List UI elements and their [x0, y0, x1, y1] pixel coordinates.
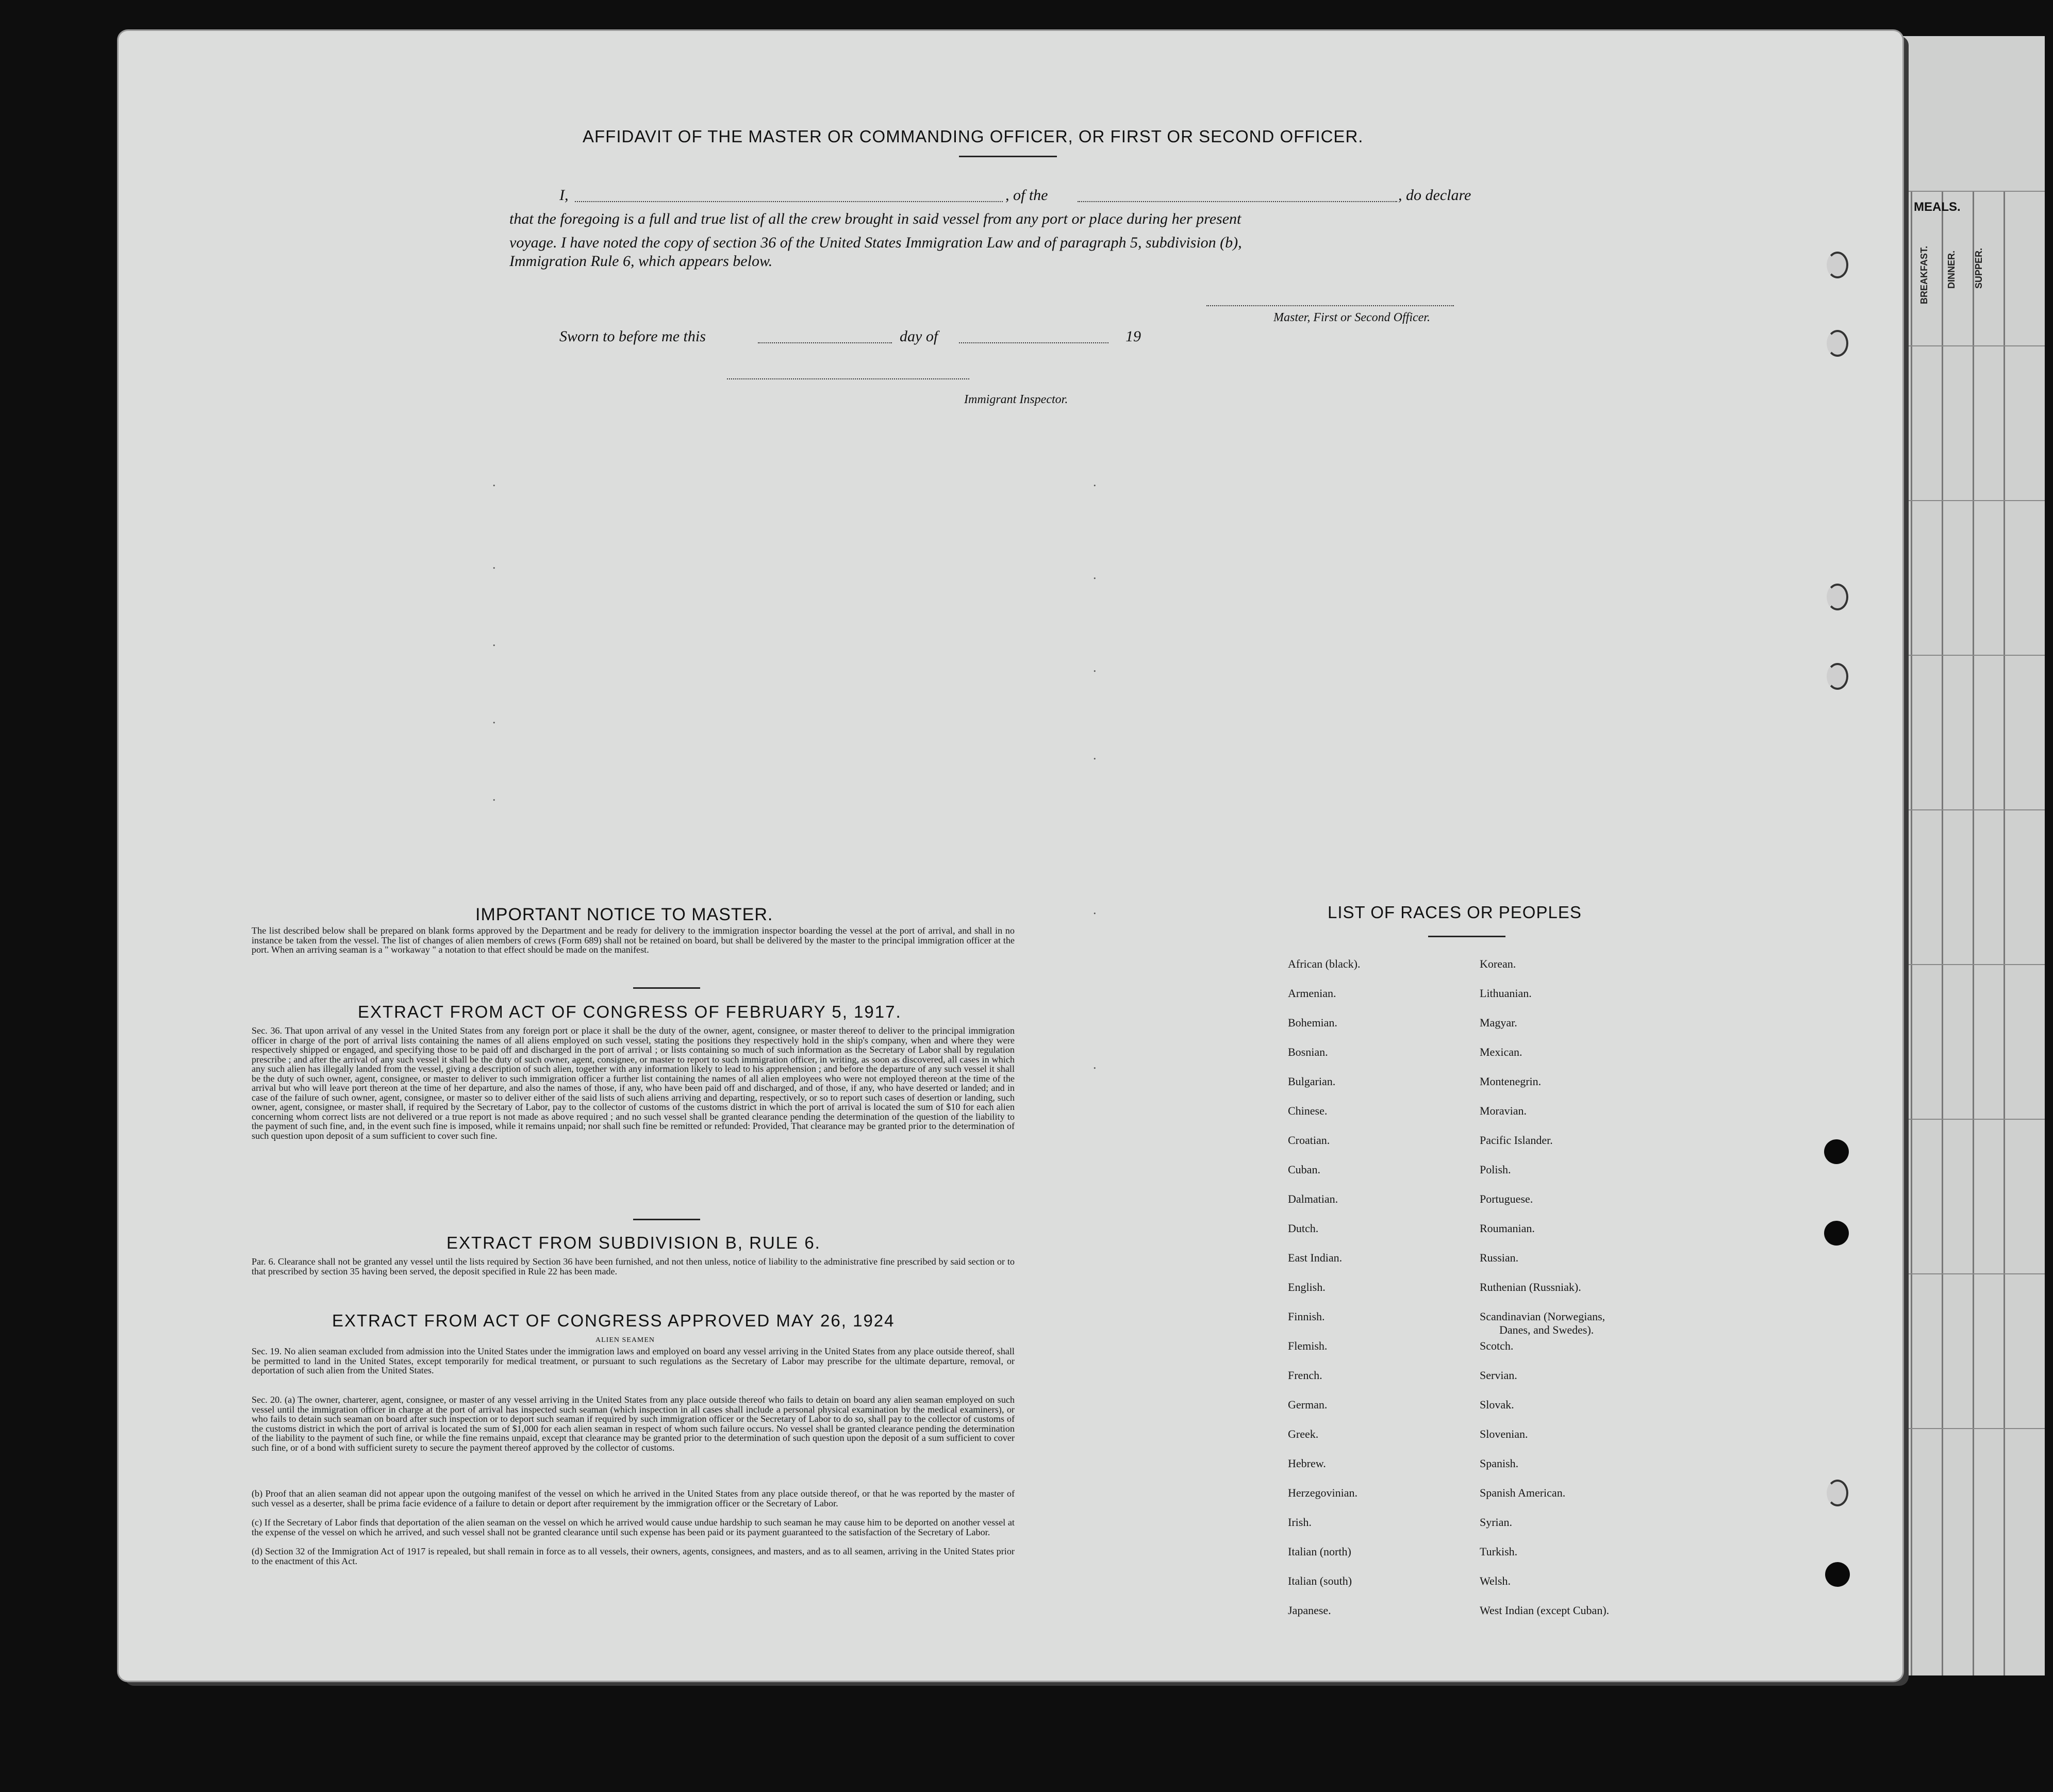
meals-column-dinner: DINNER.	[1946, 250, 1957, 289]
inspector-signature-line	[727, 378, 969, 379]
sec19-text: Sec. 19. No alien seaman excluded from admission into the United States under the immigration laws and employed on board any vessel arriving in the United States from any place outside thereof, shall be permitted to land in the United States, except temporarily for medical treatment, or pursuant to such regulations as the Secretary of Labor may prescribe for the ultimate departure, removal, or deportation of such alien from the United States.	[252, 1346, 1015, 1375]
column-rule	[1973, 191, 1974, 1675]
affidavit-line-2: that the foregoing is a full and true list of all the crew brought in said vessel from any port or place during her present	[509, 210, 1241, 227]
meals-column-supper: SUPPER.	[1974, 247, 1984, 289]
extract-1924-title: EXTRACT FROM ACT OF CONGRESS APPROVED MAY 26, 1924	[332, 1311, 895, 1330]
row-rule	[1880, 1119, 2045, 1120]
affidavit-of-the: , of the	[1005, 187, 1048, 204]
race-item: Magyar.	[1480, 1016, 1517, 1029]
race-item: Lithuanian.	[1480, 987, 1532, 1000]
race-item: Armenian.	[1288, 987, 1336, 1000]
affidavit-title: AFFIDAVIT OF THE MASTER OR COMMANDING OFFICER, OR FIRST OR SECOND OFFICER.	[583, 127, 1364, 146]
race-item: Spanish.	[1480, 1457, 1519, 1470]
race-item: Korean.	[1480, 957, 1516, 970]
race-item: Russian.	[1480, 1251, 1519, 1264]
race-item: Bulgarian.	[1288, 1075, 1336, 1088]
race-item: Italian (south)	[1288, 1574, 1352, 1587]
race-item: Croatian.	[1288, 1134, 1330, 1147]
races-title: LIST OF RACES OR PEOPLES	[1328, 903, 1582, 922]
ditto-dot: .	[492, 557, 496, 572]
race-item-continued: Danes, and Swedes).	[1499, 1323, 1594, 1336]
race-item: Scotch.	[1480, 1339, 1514, 1352]
race-item: Dalmatian.	[1288, 1192, 1338, 1205]
ditto-dot: .	[492, 474, 496, 489]
section-rule	[1428, 936, 1505, 937]
row-rule	[1880, 655, 2045, 656]
sec20d-text: (d) Section 32 of the Immigration Act of 1917 is repealed, but shall remain in force as to all vessels, their owners, agents, consignees, and masters, and as to all seamen, arriving in the United States prior to the enactment of this Act.	[252, 1546, 1015, 1566]
affidavit-i: I,	[559, 187, 569, 204]
race-item: African (black).	[1288, 957, 1361, 970]
race-item: Ruthenian (Russniak).	[1480, 1281, 1581, 1293]
race-item: Servian.	[1480, 1369, 1517, 1382]
race-item: Slovenian.	[1480, 1428, 1528, 1440]
day-of-label: day of	[900, 328, 938, 345]
race-item: Japanese.	[1288, 1604, 1331, 1617]
race-item: Dutch.	[1288, 1222, 1319, 1235]
binder-hole	[1825, 1562, 1850, 1587]
column-rule	[1911, 191, 1912, 1675]
row-rule	[1880, 191, 2045, 192]
ditto-dot: .	[492, 789, 496, 804]
row-rule	[1880, 1428, 2045, 1429]
race-item: German.	[1288, 1398, 1328, 1411]
binder-hole	[1827, 663, 1848, 690]
race-item: English.	[1288, 1281, 1326, 1293]
ditto-dot: .	[1093, 474, 1097, 489]
race-item: Moravian.	[1480, 1104, 1527, 1117]
race-item: West Indian (except Cuban).	[1480, 1604, 1610, 1617]
race-item: Herzegovinian.	[1288, 1486, 1357, 1499]
name-blank	[575, 201, 1003, 202]
sec20b-text: (b) Proof that an alien seaman did not appear upon the outgoing manifest of the vessel on which he arrived in the United States from any place outside thereof, or that he was reported by the master of such vessel as a deserter, shall be prima facie evidence of a failure to detain or deport after requirement by the immigration officer or the Secretary of Labor.	[252, 1488, 1015, 1508]
notice-title: IMPORTANT NOTICE TO MASTER.	[475, 905, 773, 924]
ditto-dot: .	[1093, 1057, 1097, 1072]
race-item: Montenegrin.	[1480, 1075, 1542, 1088]
race-item: Polish.	[1480, 1163, 1511, 1176]
race-item: Irish.	[1288, 1516, 1312, 1529]
affidavit-do-declare: , do declare	[1398, 187, 1471, 204]
race-item: Syrian.	[1480, 1516, 1512, 1529]
ditto-dot: .	[1093, 902, 1097, 917]
alien-seamen-subtitle: ALIEN SEAMEN	[595, 1336, 655, 1344]
race-item: Cuban.	[1288, 1163, 1320, 1176]
inspector-label: Immigrant Inspector.	[964, 393, 1068, 406]
race-item: Slovak.	[1480, 1398, 1514, 1411]
year-label: 19	[1125, 328, 1141, 345]
meals-heading: MEALS.	[1914, 200, 1961, 214]
ditto-dot: .	[1093, 660, 1097, 675]
ditto-dot: .	[1093, 748, 1097, 762]
race-item: Bohemian.	[1288, 1016, 1337, 1029]
rule6-text: Par. 6. Clearance shall not be granted any vessel until the lists required by Section 36 have been furnished, and not then unless, notice of liability to the administrative fine prescribed by said section or to that prescribed by section 35 having been served, the deposit specified in Rule 22 has been made.	[252, 1256, 1015, 1276]
sec20a-text: Sec. 20. (a) The owner, charterer, agent, consignee, or master of any vessel arriving in the United States from any place outside thereof who fails to detain on board any alien seaman employed on such vessel until the immigration officer in charge at the port of arrival has inspected such seaman (which inspection in all cases shall include a personal physical examination by the medical examiners), or who fails to detain such seaman on board after such inspection or to deport such seaman if required by such immigration officer or the Secretary of Labor to do so, shall pay to the collector of customs of the customs district in which the port of arrival is located the sum of $1,000 for each alien seaman in respect of whom such failure occurs. No vessel shall be granted clearance pending the determination of the liability to the payment of such fine, or while the fine remains unpaid, except that clearance may be granted prior to the determination of such question upon the deposit of a sum sufficient to cover such fine, or of a bond with sufficient surety to secure the payment thereof approved by the collector of customs.	[252, 1395, 1015, 1453]
meals-column-breakfast: BREAKFAST.	[1919, 245, 1929, 304]
column-rule	[1942, 191, 1943, 1675]
race-item: Portuguese.	[1480, 1192, 1533, 1205]
affidavit-line-3: voyage. I have noted the copy of section 36 of the United States Immigration Law and of paragraph 5, subdivision (b),	[509, 234, 1242, 251]
race-item: Greek.	[1288, 1428, 1319, 1440]
rule6-title: EXTRACT FROM SUBDIVISION B, RULE 6.	[446, 1233, 821, 1252]
race-item: Pacific Islander.	[1480, 1134, 1553, 1147]
race-item: Italian (north)	[1288, 1545, 1351, 1558]
extract-1917-title: EXTRACT FROM ACT OF CONGRESS OF FEBRUARY 5, 1917.	[358, 1002, 902, 1021]
notice-text: The list described below shall be prepared on blank forms approved by the Department and be ready for delivery to the immigration inspector boarding the vessel at the port of arrival, and shall in no instance be taken from the vessel. The list of changes of alien members of crews (Form 689) shall not be retained on board, but shall be delivered by the master to the principal immigration officer at the port. When an arriving seaman is a " workaway " a notation to that effect should be made on the manifest.	[252, 925, 1015, 955]
section-rule	[633, 987, 700, 989]
race-item: East Indian.	[1288, 1251, 1343, 1264]
race-item: Flemish.	[1288, 1339, 1328, 1352]
title-rule	[959, 156, 1057, 157]
vessel-blank	[1078, 201, 1397, 202]
row-rule	[1880, 809, 2045, 810]
sworn-day-blank	[758, 342, 892, 343]
race-item: Chinese.	[1288, 1104, 1328, 1117]
row-rule	[1880, 500, 2045, 501]
officer-label: Master, First or Second Officer.	[1273, 311, 1430, 324]
sworn-month-blank	[959, 342, 1108, 343]
race-item: Roumanian.	[1480, 1222, 1535, 1235]
sworn-label: Sworn to before me this	[559, 328, 706, 345]
race-item: Turkish.	[1480, 1545, 1518, 1558]
row-rule	[1880, 345, 2045, 346]
race-item: Bosnian.	[1288, 1046, 1328, 1058]
binder-hole	[1827, 1480, 1848, 1506]
race-item: Finnish.	[1288, 1310, 1325, 1323]
ditto-dot: .	[1093, 567, 1097, 582]
race-item: French.	[1288, 1369, 1322, 1382]
binder-hole	[1827, 584, 1848, 610]
officer-signature-line	[1206, 305, 1454, 306]
race-item: Welsh.	[1480, 1574, 1511, 1587]
race-item: Mexican.	[1480, 1046, 1522, 1058]
column-rule	[2004, 191, 2005, 1675]
row-rule	[1880, 1273, 2045, 1274]
race-item: Hebrew.	[1288, 1457, 1326, 1470]
extract-1917-text: Sec. 36. That upon arrival of any vessel in the United States from any foreign port or place it shall be the duty of the owner, agent, consignee, or master thereof to deliver to the principal immigration officer in charge of the port of arrival lists containing the names of all aliens employed on such vessel, stating the positions they respectively hold in the ship's company, when and where they were respectively shipped or engaged, and specifying those to be paid off and discharged in the port of arrival ; or lists containing so much of such information as the Secretary of Labor shall by regulation prescribe ; and after the arrival of any such vessel it shall be the duty of such owner, agent, consignee, or master to report to such immigration officer, in writing, as soon as discovered, all cases in which any such alien has illegally landed from the vessel, giving a description of such alien, together with any information likely to lead to his apprehension ; and before the departure of any such vessel it shall be the duty of such owner, agent, consignee, or master to deliver to such immigration officer a further list containing the names of all alien employees who were not employed thereon at the time of the arrival but who will leave port thereon at the time of her departure, and also the names of those, if any, who have been paid off and discharged, and of those, if any, who have deserted or landed; and in case of the failure of such owner, agent, consignee, or master so to deliver either of the said lists of such aliens arriving and departing, respectively, or so to report such cases of desertion or landing, such owner, agent, consignee, or master shall, if required by the Secretary of Labor, pay to the collector of customs of the customs district in which the port of arrival is located the sum of $10 for each alien concerning whom correct lists are not delivered or a true report is not made as above required ; and no such vessel shall be granted clearance pending the determination of the question of the liability to the payment of such fine, and, in the event such fine is imposed, while it remains unpaid; nor shall such fine be remitted or refunded: Provided, That clearance may be granted prior to the determination of such question upon deposit of a sum sufficient to cover such fine.	[252, 1025, 1015, 1141]
race-item: Scandinavian (Norwegians,	[1480, 1310, 1605, 1323]
sec20c-text: (c) If the Secretary of Labor finds that deportation of the alien seaman on the vessel on which he arrived would cause undue hardship to such seaman he may cause him to be deported on another vessel at the expense of the vessel on which he arrived, and such vessel shall not be granted clearance until such expense has been paid or its payment guaranteed to the satisfaction of the Secretary of Labor.	[252, 1517, 1015, 1537]
binder-hole	[1827, 252, 1848, 278]
row-rule	[1880, 964, 2045, 965]
ditto-dot: .	[492, 634, 496, 649]
binder-hole	[1824, 1221, 1849, 1246]
binder-hole	[1824, 1139, 1849, 1164]
ditto-dot: .	[492, 711, 496, 726]
affidavit-line-4: Immigration Rule 6, which appears below.	[509, 253, 773, 270]
race-item: Spanish American.	[1480, 1486, 1566, 1499]
section-rule	[633, 1219, 700, 1220]
binder-hole	[1827, 330, 1848, 357]
